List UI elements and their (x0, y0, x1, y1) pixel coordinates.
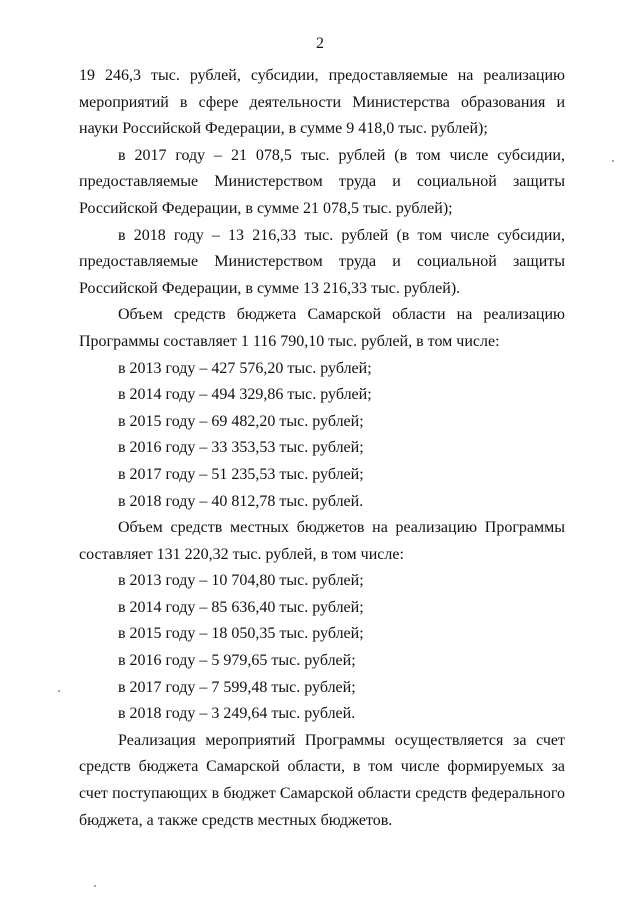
scan-speck (58, 690, 60, 692)
federal-funding-2018-paragraph: в 2018 году – 13 216,33 тыс. рублей (в том числе субсидии, предоставляемые Министерством труда и социальной защиты Российской Федерации, в сумме 13 216,33 тыс. рублей). (79, 226, 565, 297)
regional-year-item-2018: в 2018 году – 40 812,78 тыс. рублей. (118, 492, 364, 510)
federal-funding-tail-paragraph: 19 246,3 тыс. рублей, субсидии, предоставляемые на реализацию мероприятий в сфере деятельности Министерства образования и науки Российской Федерации, в сумме 9 418,0 тыс. рублей); (79, 67, 565, 138)
local-year-item-2015: в 2015 году – 18 050,35 тыс. рублей; (118, 625, 364, 643)
regional-year-item-2013: в 2013 году – 427 576,20 тыс. рублей; (118, 359, 372, 377)
local-budget-intro-paragraph: Объем средств местных бюджетов на реализацию Программы составляет 131 220,32 тыс. рублей, в том числе: (79, 519, 565, 563)
scan-speck (94, 885, 96, 887)
page-number: 2 (316, 35, 324, 52)
local-budget-year-list (79, 568, 565, 728)
regional-budget-year-list (79, 356, 565, 516)
regional-year-item-2015: в 2015 году – 69 482,20 тыс. рублей; (118, 412, 364, 430)
scan-speck (612, 160, 614, 162)
regional-budget-intro-paragraph: Объем средств бюджета Самарской области на реализацию Программы составляет 1 116 790,10 тыс. рублей, в том числе: (79, 306, 565, 350)
document-body (79, 63, 565, 834)
local-year-item-2016: в 2016 году – 5 979,65 тыс. рублей; (118, 652, 356, 670)
local-year-item-2018: в 2018 году – 3 249,64 тыс. рублей. (118, 705, 356, 723)
regional-year-item-2014: в 2014 году – 494 329,86 тыс. рублей; (118, 386, 372, 404)
local-year-item-2014: в 2014 году – 85 636,40 тыс. рублей; (118, 598, 364, 616)
local-year-item-2013: в 2013 году – 10 704,80 тыс. рублей; (118, 572, 364, 590)
federal-funding-2017-paragraph: в 2017 году – 21 078,5 тыс. рублей (в том числе субсидии, предоставляемые Министерством труда и социальной защиты Российской Федерации, в сумме 21 078,5 тыс. рублей); (79, 146, 565, 217)
local-year-item-2017: в 2017 году – 7 599,48 тыс. рублей; (118, 678, 356, 696)
regional-year-item-2016: в 2016 году – 33 353,53 тыс. рублей; (118, 439, 364, 457)
regional-year-item-2017: в 2017 году – 51 235,53 тыс. рублей; (118, 465, 364, 483)
implementation-paragraph: Реализация мероприятий Программы осуществляется за счет средств бюджета Самарской области, в том числе формируемых за счет поступающих в бюджет Самарской области средств федерального бюджета, а также средств местных бюджетов. (79, 731, 565, 829)
